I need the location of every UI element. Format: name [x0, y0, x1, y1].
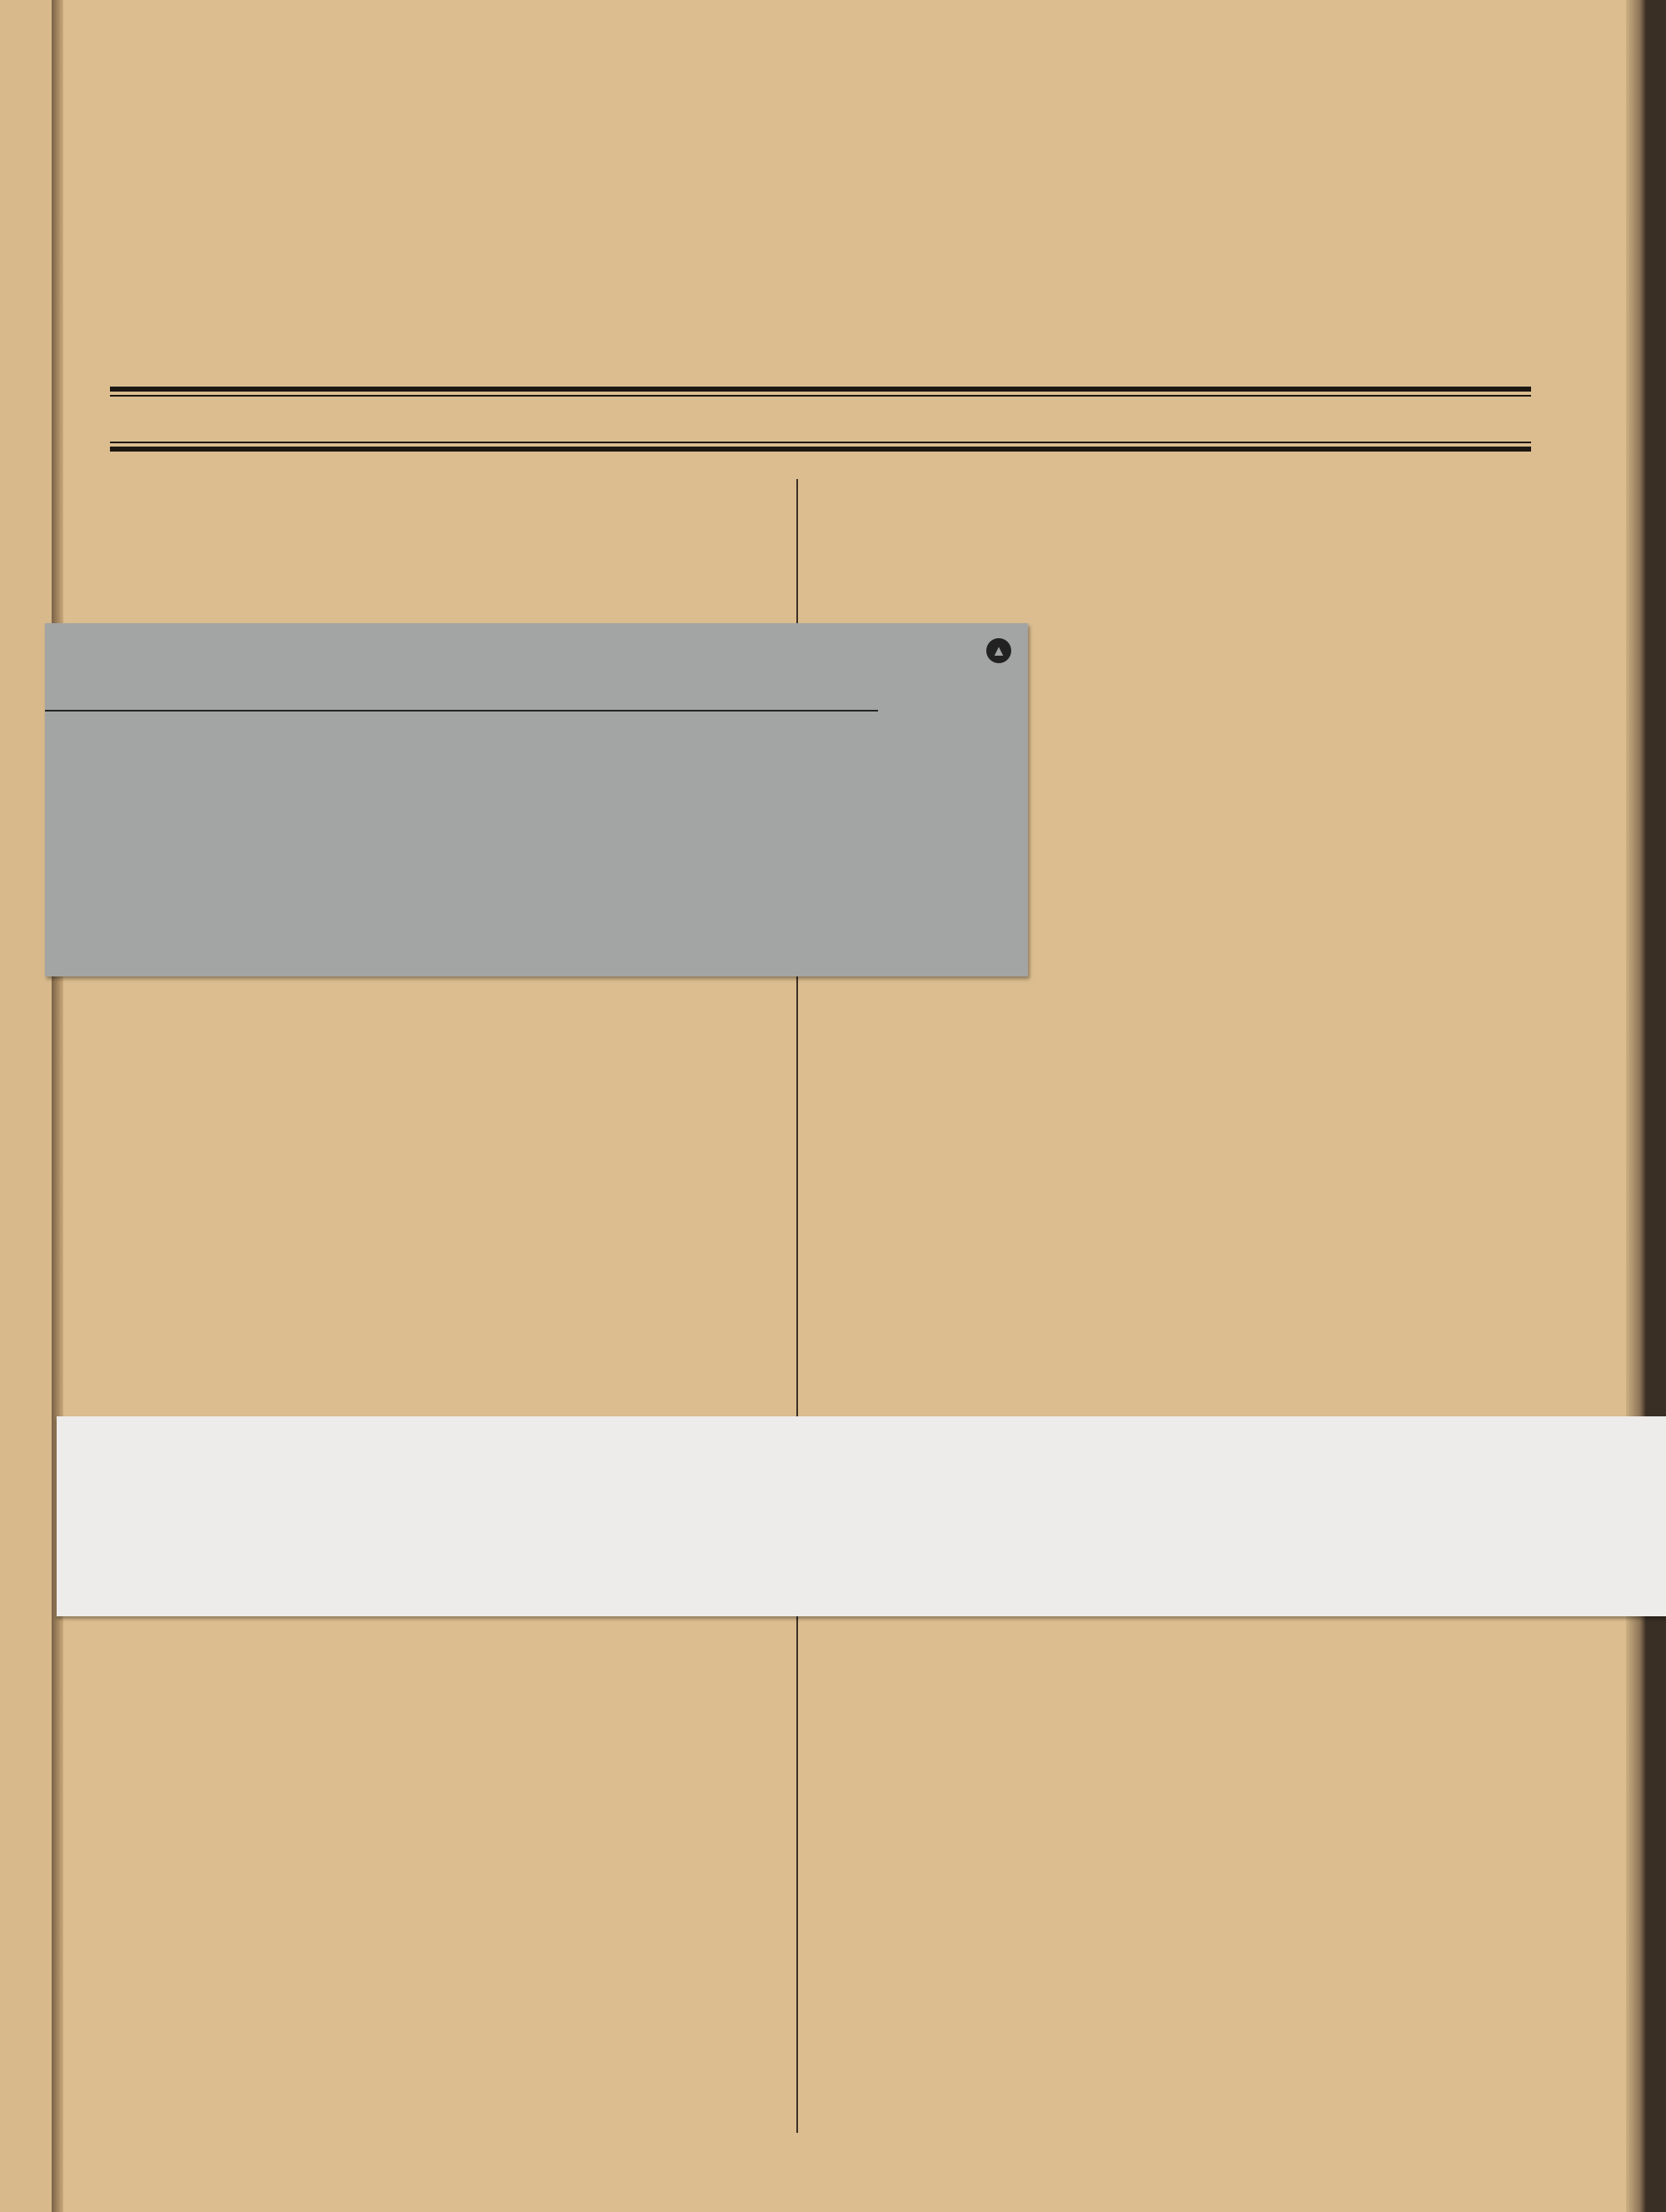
- header-rule: [110, 442, 1531, 443]
- previous-page-edge: [0, 0, 52, 2212]
- page-gutter: [52, 0, 63, 2212]
- article-column-right-bottom: [813, 1621, 1518, 2113]
- ruler-scale: [57, 1416, 1666, 1616]
- article-column-left-bottom: [113, 1621, 785, 2113]
- page-edge: [1626, 0, 1646, 2212]
- issue-info-line: [110, 398, 1531, 440]
- header-rule: [110, 447, 1531, 452]
- grey-label-row: [45, 712, 878, 737]
- newspaper-page: [63, 0, 1646, 2212]
- colour-control-chart: [45, 623, 1028, 976]
- article-column-left-top: [113, 973, 785, 1410]
- sunburst-target-icon: [891, 845, 1008, 961]
- measuring-ruler: [57, 1416, 1666, 1616]
- danes-picta-logo: [911, 632, 1011, 673]
- header-rule: [110, 387, 1531, 392]
- header-rule: [110, 395, 1531, 397]
- danes-logo-icon: ▲: [986, 638, 1011, 663]
- color-label-row: [45, 685, 878, 712]
